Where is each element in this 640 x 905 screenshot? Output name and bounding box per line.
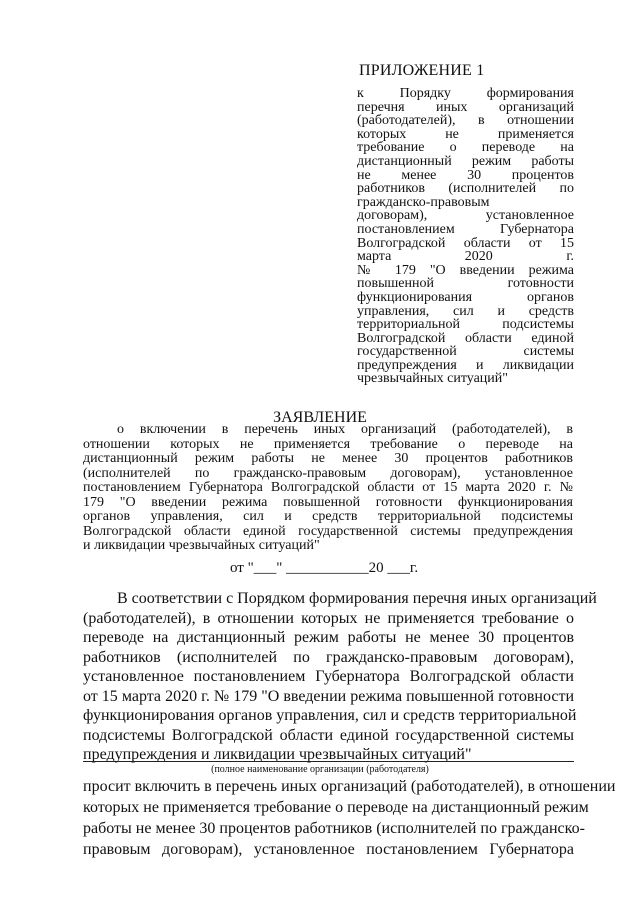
appendix-line: функционирования органов [357, 289, 574, 305]
subject-line: органов управления, сил и средств территориальной подсистемы [83, 509, 573, 524]
appendix-line: предупреждения и ликвидации [357, 357, 574, 373]
appendix-line: марта 2020 г. [357, 249, 574, 265]
body-line: от 15 марта 2020 г. № 179 "О введении режима повышенной готовности [83, 687, 574, 705]
request-line: работы не менее 30 процентов работников (исполнителей по гражданско- [83, 820, 585, 837]
appendix-line: повышенной готовности [357, 276, 574, 292]
subject-line: Волгоградской области единой государственной системы предупреждения [83, 523, 573, 539]
body-line: переводе на дистанционный режим работы не менее 30 процентов [83, 629, 574, 646]
appendix-line: не менее 30 процентов [357, 167, 574, 183]
subject-line: отношении которых не применяется требование о переводе на [83, 436, 573, 452]
appendix-line: требование о переводе на [357, 140, 574, 156]
subject-line: о включении в перечень иных организаций (работодателей), в [117, 422, 573, 437]
body-line: работников (исполнителей по гражданско-правовым договорам), [83, 648, 574, 666]
appendix-line: постановлением Губернатора [357, 221, 574, 237]
body-paragraph [83, 589, 597, 765]
statement-subject [83, 423, 573, 554]
appendix-line: управления, сил и средств [357, 303, 574, 319]
body-line: (работодателей), в отношении которых не применяется требование о [83, 609, 574, 627]
appendix-line: Волгоградской области единой [357, 330, 574, 346]
appendix-line: государственной системы [357, 344, 574, 360]
request-line: правовым договорам), установленное постановлением Губернатора [83, 841, 574, 858]
request-line: которых не применяется требование о переводе на дистанционный режим [83, 799, 589, 816]
statement-date: от "___" ___________20 ___г. [230, 560, 419, 576]
appendix-line: Волгоградской области от 15 [357, 235, 574, 251]
body-line: подсистемы Волгоградской области единой государственной системы [83, 726, 574, 744]
body-line: предупреждения и ликвидации чрезвычайных ситуаций" [83, 746, 472, 763]
appendix-line: которых не применяется [357, 126, 574, 142]
appendix-line: (работодателей), в отношении [357, 113, 574, 129]
appendix-line: гражданско-правовым [357, 194, 490, 210]
appendix-reference-text [357, 87, 574, 386]
appendix-line: чрезвычайных ситуаций" [357, 371, 508, 387]
subject-line: и ликвидации чрезвычайных ситуаций" [83, 538, 320, 553]
appendix-line: № 179 "О введении режима [357, 262, 574, 278]
appendix-line: дистанционный режим работы [357, 153, 574, 169]
appendix-line: перечня иных организаций [357, 99, 574, 115]
appendix-line: к Порядку формирования [357, 86, 574, 101]
body-line: функционирования органов управления, сил и средств территориальной [83, 707, 577, 724]
appendix-title: ПРИЛОЖЕНИЕ 1 [359, 62, 485, 79]
statement-heading: ЗАЯВЛЕНИЕ [273, 409, 367, 426]
request-paragraph [83, 776, 616, 860]
body-line: установленное постановлением Губернатора Волгоградской области [83, 668, 574, 685]
appendix-line: работников (исполнителей по [357, 181, 574, 197]
request-line: просит включить в перечень иных организаций (работодателей), в отношении [83, 778, 616, 795]
appendix-line: договорам), установленное [357, 208, 574, 224]
organization-name-caption: (полное наименование организации (работодателя) [211, 764, 429, 775]
subject-line: 179 "О введении режима повышенной готовности функционирования [83, 494, 573, 510]
appendix-line: территориальной подсистемы [357, 317, 574, 333]
subject-line: (исполнителей по гражданско-правовым договорам), установленное [83, 465, 573, 481]
organization-name-line [83, 761, 574, 762]
subject-line: постановлением Губернатора Волгоградской области от 15 марта 2020 г. № [83, 480, 573, 495]
body-line: В соответствии с Порядком формирования перечня иных организаций [117, 590, 597, 607]
subject-line: дистанционный режим работы не менее 30 процентов работников [83, 451, 573, 466]
